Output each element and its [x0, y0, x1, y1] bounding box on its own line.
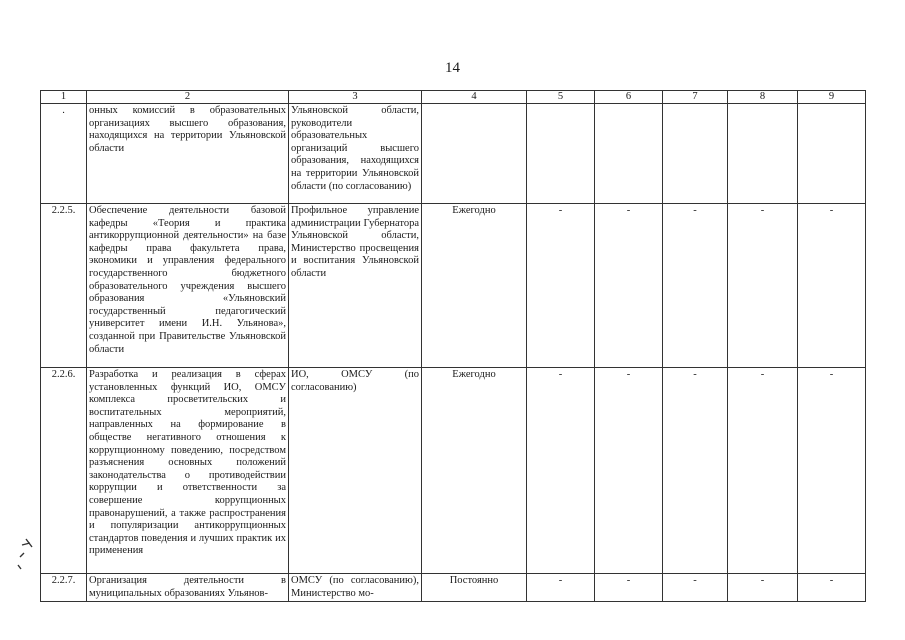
table-row: [41, 204, 866, 368]
column-header: 7: [663, 91, 728, 104]
column-header: 2: [87, 91, 289, 104]
cell-col5: [527, 104, 595, 204]
cell-col6: -: [595, 368, 663, 574]
cell-col6: -: [595, 574, 663, 602]
cell-col8: -: [728, 368, 798, 574]
cell-col5: -: [527, 574, 595, 602]
page-number: 14: [445, 60, 460, 76]
column-header: 1: [41, 91, 87, 104]
measure-description: Организация деятельности в муниципальных образованиях Ульянов-: [87, 574, 289, 602]
cell-col7: -: [663, 368, 728, 574]
responsible-executors: ОМСУ (по согласованию), Министерство мо-: [289, 574, 422, 602]
responsible-executors: Профильное управление администрации Губернатора Ульяновской области, Министерство просвещения и воспитания Ульяновской области: [289, 204, 422, 368]
responsible-executors: ИО, ОМСУ (по согласованию): [289, 368, 422, 574]
row-number: 2.2.6.: [41, 368, 87, 574]
implementation-term: Ежегодно: [422, 368, 527, 574]
row-number: 2.2.7.: [41, 574, 87, 602]
measure-description: Разработка и реализация в сферах установленных функций ИО, ОМСУ комплекса просветительских и воспитательных мероприятий, направленных на формирование в обществе негативного отношения к коррупционному поведению, посредством разъяснения основных положений законодательства о противодействии коррупции и ответственности за совершение коррупционных правонарушений, а также распространения и популяризации антикоррупционных стандартов поведения и лучших практик их применения: [87, 368, 289, 574]
cell-col7: -: [663, 204, 728, 368]
measure-description: Обеспечение деятельности базовой кафедры «Теория и практика антикоррупционной деятельности» на базе кафедры права факультета права, экономики и управления федерального государственного бюджетного образовательного учреждения высшего образования «Ульяновский государственный педагогический университет имени И.Н. Ульянова», созданной при Правительстве Ульяновской области: [87, 204, 289, 368]
column-header: 5: [527, 91, 595, 104]
measures-table: [40, 90, 866, 602]
cell-col9: -: [798, 368, 866, 574]
table-row: [41, 104, 866, 204]
margin-pen-mark: [12, 535, 42, 575]
cell-col6: [595, 104, 663, 204]
cell-col8: -: [728, 204, 798, 368]
implementation-term: [422, 104, 527, 204]
column-header: 4: [422, 91, 527, 104]
implementation-term: Ежегодно: [422, 204, 527, 368]
cell-col5: -: [527, 368, 595, 574]
column-header: 3: [289, 91, 422, 104]
cell-col7: [663, 104, 728, 204]
cell-col7: -: [663, 574, 728, 602]
cell-col9: [798, 104, 866, 204]
measure-description: онных комиссий в образовательных организациях высшего образования, находящихся на территории Ульяновской области: [87, 104, 289, 204]
cell-col8: [728, 104, 798, 204]
column-header: 8: [728, 91, 798, 104]
cell-col8: -: [728, 574, 798, 602]
column-header: 9: [798, 91, 866, 104]
cell-col9: -: [798, 204, 866, 368]
responsible-executors: Ульяновской области, руководители образовательных организаций высшего образования, находящихся на территории Ульяновской области (по согласованию): [289, 104, 422, 204]
cell-col6: -: [595, 204, 663, 368]
cell-col5: -: [527, 204, 595, 368]
table-row: [41, 368, 866, 574]
header-row: [41, 91, 866, 104]
row-number: 2.2.5.: [41, 204, 87, 368]
cell-col9: -: [798, 574, 866, 602]
row-number: .: [41, 104, 87, 204]
implementation-term: Постоянно: [422, 574, 527, 602]
column-header: 6: [595, 91, 663, 104]
table-row: [41, 574, 866, 602]
